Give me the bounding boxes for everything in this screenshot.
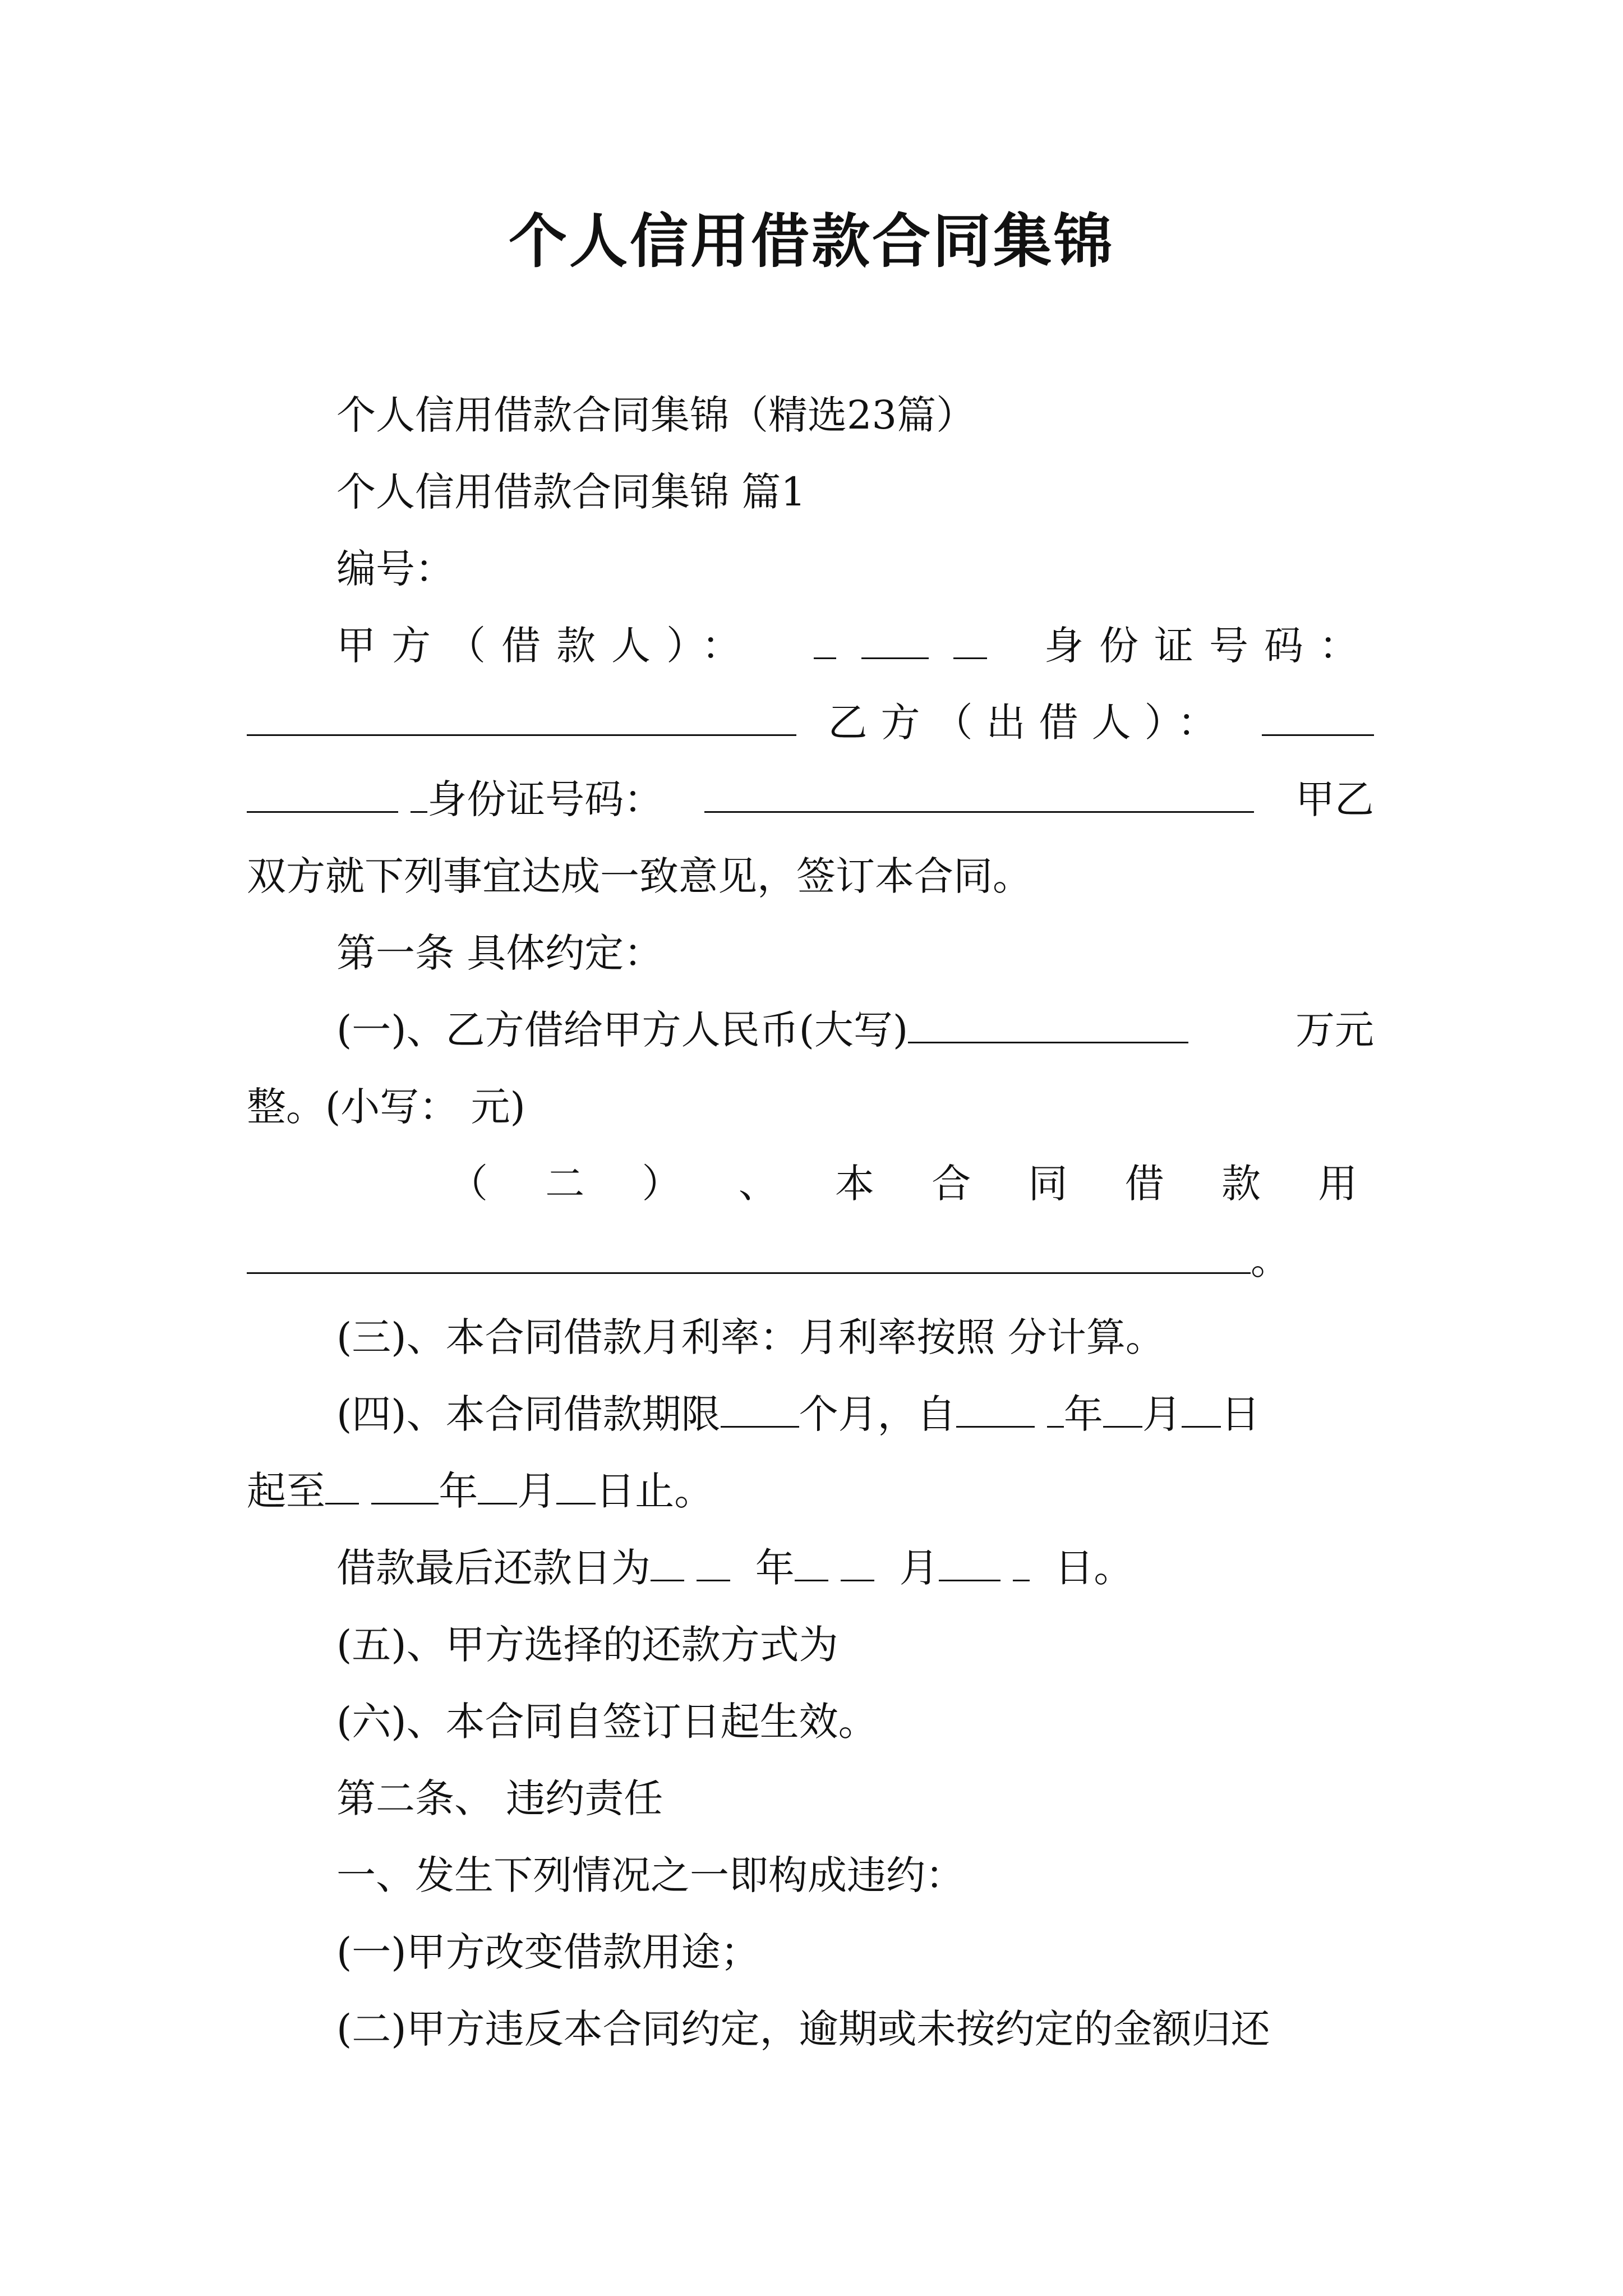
party-b-line — [247, 694, 1374, 751]
item-2-blank-line — [247, 1232, 1374, 1289]
item-4-line: (四)、本合同借款期限 个月，自 年 月 日 — [336, 1391, 1260, 1437]
party-a-blank — [814, 618, 987, 674]
item-1-text: (一)、乙方借给甲方人民币(大写) — [336, 1007, 909, 1053]
item-4-cont: 起至 年 月 日止。 — [247, 1468, 714, 1514]
party-a-label: 甲方（借款人）： — [336, 623, 757, 669]
party-b-blank-cont — [247, 794, 398, 813]
chapter-heading: 个人信用借款合同集锦 篇1 — [336, 469, 806, 515]
item-2-end: 。 — [1251, 1237, 1290, 1283]
article-2-heading: 第二条、 违约责任 — [336, 1775, 663, 1821]
id-label: 身份证号码： — [1044, 623, 1374, 669]
party-b-id-blank — [704, 794, 1254, 813]
subtitle: 个人信用借款合同集锦（精选23篇） — [336, 392, 976, 438]
item-2-text: （ 二 ） 、 本 合 同 借 款 用 — [449, 1161, 1380, 1207]
item-1-line — [336, 1002, 1374, 1058]
amount-capital-blank — [908, 1025, 1188, 1043]
document-title: 个人信用借款合同集锦 — [508, 207, 1114, 275]
party-a-line — [336, 618, 1374, 674]
final-repayment-line: 借款最后还款日为 年 月 日。 — [336, 1545, 1133, 1591]
id-label-2: 身份证号码： — [427, 776, 663, 822]
party-b-id-line — [247, 771, 1374, 827]
agreement-sentence: 双方就下列事宜达成一致意见，签订本合同。 — [247, 853, 1032, 899]
article-1-heading: 第一条 具体约定： — [336, 930, 663, 976]
item-5: (五)、甲方选择的还款方式为 — [336, 1622, 838, 1668]
item-1-unit: 万元 — [1295, 1007, 1374, 1053]
purpose-blank — [247, 1255, 1251, 1274]
breach-item-2: (二)甲方违反本合同约定，逾期或未按约定的金额归还 — [336, 2006, 1270, 2052]
id-number-blank — [247, 717, 796, 736]
item-1-cont: 整。(小写： 元) — [247, 1084, 525, 1130]
breach-intro: 一、发生下列情况之一即构成违约： — [336, 1852, 965, 1898]
item-3: (三)、本合同借款月利率：月利率按照 分计算。 — [336, 1314, 1165, 1360]
breach-item-1: (一)甲方改变借款用途； — [336, 1929, 760, 1975]
item-6: (六)、本合同自签订日起生效。 — [336, 1699, 878, 1745]
ab-text: 甲乙 — [1295, 776, 1374, 822]
contract-number-label: 编号： — [336, 546, 454, 592]
party-b-label: 乙方（出借人）： — [828, 700, 1230, 746]
party-b-blank — [1262, 717, 1374, 736]
